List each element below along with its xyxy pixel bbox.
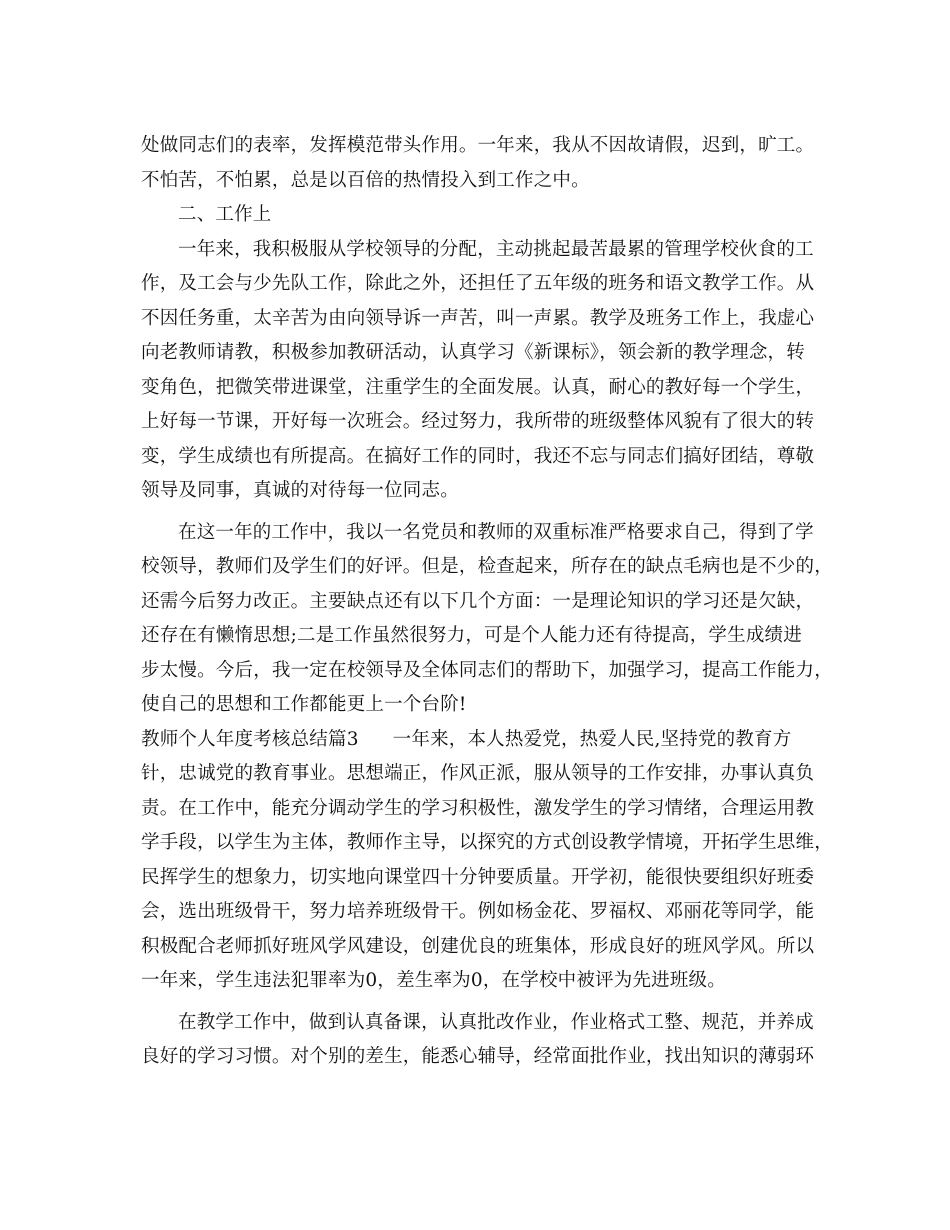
- text-line: 上好每一节课，开好每一次班会。经过努力，我所带的班级整体风貌有了很大的转: [141, 411, 815, 432]
- text-line: 校领导，教师们及学生们的好评。但是，检查起来，所存在的缺点毛病也是不少的，: [141, 556, 833, 577]
- text-line: 变，学生成绩也有所提高。在搞好工作的同时，我还不忘与同志们搞好团结，尊敬: [141, 445, 815, 467]
- text-line: 积极配合老师抓好班风学风建设，创建优良的班集体，形成良好的班风学风。所以: [141, 935, 815, 957]
- text-line: 使自己的思想和工作都能更上一个台阶!: [141, 694, 467, 715]
- text-line: 责。在工作中，能充分调动学生的学习积极性，激发学生的学习情绪，合理运用教: [141, 797, 815, 819]
- text-line: 民挥学生的想象力，切实地向课堂四十分钟要质量。开学初，能很快要组织好班委: [141, 866, 815, 888]
- text-line: 还需今后努力改正。主要缺点还有以下几个方面：一是理论知识的学习还是欠缺，: [141, 590, 815, 612]
- text-line: 不怕苦，不怕累，总是以百倍的热情投入到工作之中。: [141, 169, 590, 191]
- section-heading: 教师个人年度考核总结篇3: [141, 728, 359, 750]
- text-line: 作，及工会与少先队工作，除此之外，还担任了五年级的班务和语文教学工作。从: [141, 273, 815, 294]
- text-line: 在教学工作中，做到认真备课，认真批改作业，作业格式工整、规范，并养成: [178, 1011, 814, 1033]
- document-body: [141, 129, 833, 1075]
- text-line: 还存在有懒惰思想;二是工作虽然很努力，可是个人能力还有待提高，学生成绩进: [141, 625, 802, 646]
- text-fragment: 一年来，本人热爱党，热爱人民,坚持党的教育方: [392, 728, 792, 750]
- text-line: 不因任务重，太辛苦为由向领导诉一声苦，叫一声累。教学及班务工作上，我虚心: [141, 307, 815, 329]
- text-line: 处做同志们的表率，发挥模范带头作用。一年来，我从不因故请假，迟到，旷工。: [141, 135, 815, 156]
- text-line: 变角色，把微笑带进课堂，注重学生的全面发展。认真，耐心的教好每一个学生，: [141, 376, 815, 398]
- text-line: 领导及同事，真诚的对待每一位同志。: [141, 480, 459, 501]
- text-line: 在这一年的工作中，我以一名党员和教师的双重标准严格要求自己，得到了学: [178, 521, 814, 543]
- text-line: 会，选出班级骨干，努力培养班级骨干。例如杨金花、罗福权、邓丽花等同学，能: [141, 901, 815, 922]
- text-line: 一年来，我积极服从学校领导的分配，主动挑起最苦最累的管理学校伙食的工: [178, 238, 814, 260]
- text-line: 良好的学习习惯。对个别的差生，能悉心辅导，经常面批作业，找出知识的薄弱环: [141, 1046, 815, 1067]
- text-line: 学手段，以学生为主体，教师作主导，以探究的方式创设教学情境，开拓学生思维，: [141, 832, 833, 853]
- text-line: [141, 723, 821, 758]
- text-line: 针，忠诚党的教育事业。思想端正，作风正派，服从领导的工作安排，办事认真负: [141, 763, 815, 784]
- section-subheading: 二、工作上: [178, 204, 272, 225]
- text-line: 一年来，学生违法犯罪率为0，差生率为0，在学校中被评为先进班级。: [141, 970, 726, 991]
- text-line: 向老教师请教，积极参加教研活动，认真学习《新课标》，领会新的教学理念，转: [141, 342, 805, 363]
- text-line: 步太慢。今后，我一定在校领导及全体同志们的帮助下，加强学习，提高工作能力，: [141, 659, 833, 681]
